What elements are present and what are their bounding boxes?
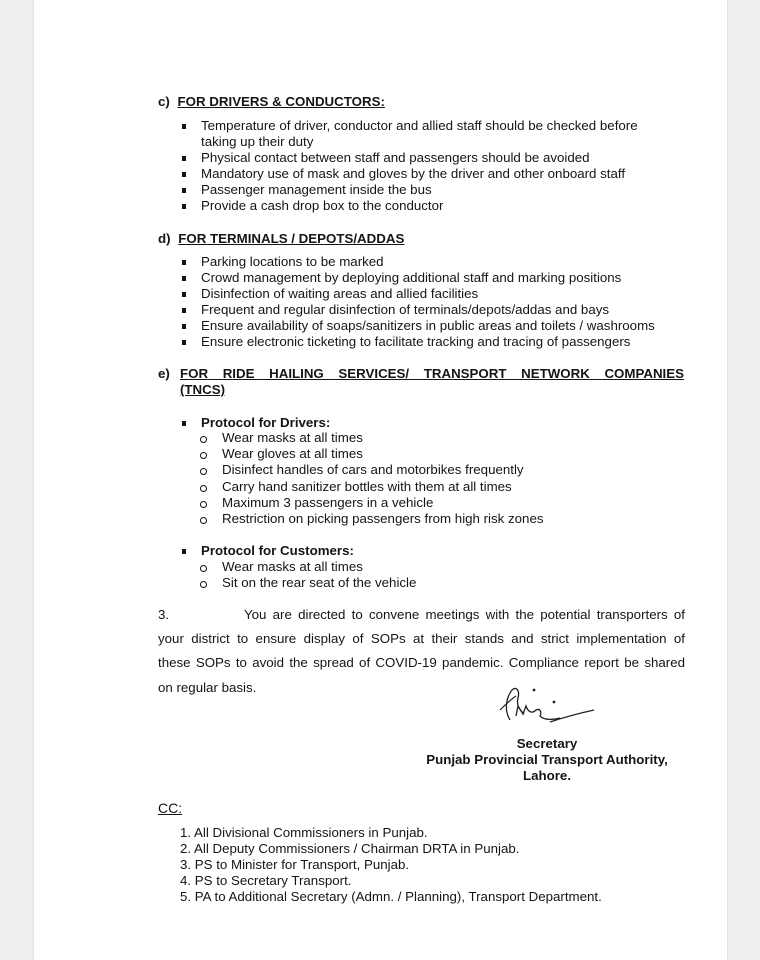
bullet-square (182, 292, 186, 297)
bullet-circle (200, 452, 207, 459)
bullet-circle (200, 436, 207, 443)
list-item: Maximum 3 passengers in a vehicle (222, 495, 434, 510)
list-item: Wear masks at all times (222, 559, 363, 574)
section-d-heading (158, 231, 404, 247)
section-d-marker: d) (158, 231, 171, 246)
paragraph-number: 3. (158, 607, 170, 622)
list-item: Sit on the rear seat of the vehicle (222, 575, 417, 590)
section-d-title: FOR TERMINALS / DEPOTS/ADDAS (178, 231, 405, 246)
list-item: Carry hand sanitizer bottles with them at all times (222, 479, 512, 494)
signatory-org: Punjab Provincial Transport Authority, (426, 752, 668, 767)
section-c-marker: c) (158, 94, 170, 109)
cc-item: 4. PS to Secretary Transport. (180, 873, 352, 888)
bullet-circle (200, 468, 207, 475)
paragraph-line: You are directed to convene meetings with the potential transporters of (244, 607, 685, 622)
section-c-title: FOR DRIVERS & CONDUCTORS: (177, 94, 385, 109)
list-item: Physical contact between staff and passengers should be avoided (201, 150, 590, 165)
list-item: Wear masks at all times (222, 430, 363, 445)
bullet-square (182, 156, 186, 161)
bullet-square (182, 172, 186, 177)
cc-item: 3. PS to Minister for Transport, Punjab. (180, 857, 410, 872)
bullet-square (182, 421, 186, 426)
signatory-city: Lahore. (522, 768, 572, 783)
bullet-circle (200, 565, 207, 572)
bullet-circle (200, 517, 207, 524)
bullet-circle (200, 501, 207, 508)
section-e-title: FOR RIDE HAILING SERVICES/ TRANSPORT NETWORK COMPANIES (180, 366, 684, 381)
section-c-heading (158, 94, 385, 110)
signature-image (490, 680, 600, 730)
cc-item: 2. All Deputy Commissioners / Chairman DRTA in Punjab. (180, 841, 520, 856)
cc-label: CC: (158, 800, 183, 816)
bullet-square (182, 276, 186, 281)
bullet-square (182, 340, 186, 345)
list-item: Parking locations to be marked (201, 254, 384, 269)
cc-item: 1. All Divisional Commissioners in Punjab. (180, 825, 428, 840)
list-item: Passenger management inside the bus (201, 182, 432, 197)
customers-protocol-title: Protocol for Customers: (201, 543, 354, 558)
list-item: Mandatory use of mask and gloves by the driver and other onboard staff (201, 166, 626, 181)
list-item: Crowd management by deploying additional staff and marking positions (201, 270, 622, 285)
list-item: Wear gloves at all times (222, 446, 363, 461)
bullet-square (182, 204, 186, 209)
section-e-marker: e) (158, 366, 170, 381)
paragraph-line: these SOPs to avoid the spread of COVID-19 pandemic. Compliance report be shared (158, 655, 685, 670)
bullet-square (182, 324, 186, 329)
paragraph-line: on regular basis. (158, 680, 257, 695)
list-item: Disinfect handles of cars and motorbikes frequently (222, 462, 524, 477)
cc-item: 5. PA to Additional Secretary (Admn. / Planning), Transport Department. (180, 889, 602, 904)
list-item: Ensure electronic ticketing to facilitate tracking and tracing of passengers (201, 334, 631, 349)
list-item: Provide a cash drop box to the conductor (201, 198, 444, 213)
paragraph-line: your district to ensure display of SOPs at their stands and strict implementation of (158, 631, 685, 646)
bullet-square (182, 308, 186, 313)
list-item: Ensure availability of soaps/sanitizers in public areas and toilets / washrooms (201, 318, 655, 333)
list-item: Temperature of driver, conductor and allied staff should be checked before (201, 118, 638, 133)
signatory-title: Secretary (516, 736, 578, 751)
section-e-title-cont: (TNCS) (180, 382, 226, 397)
bullet-square (182, 549, 186, 554)
drivers-protocol-title: Protocol for Drivers: (201, 415, 331, 430)
list-item: Disinfection of waiting areas and allied facilities (201, 286, 479, 301)
bullet-circle (200, 485, 207, 492)
list-item: Restriction on picking passengers from high risk zones (222, 511, 544, 526)
bullet-square (182, 188, 186, 193)
bullet-square (182, 260, 186, 265)
bullet-square (182, 124, 186, 129)
bullet-circle (200, 581, 207, 588)
list-item: Frequent and regular disinfection of terminals/depots/addas and bays (201, 302, 610, 317)
list-item: taking up their duty (201, 134, 314, 149)
